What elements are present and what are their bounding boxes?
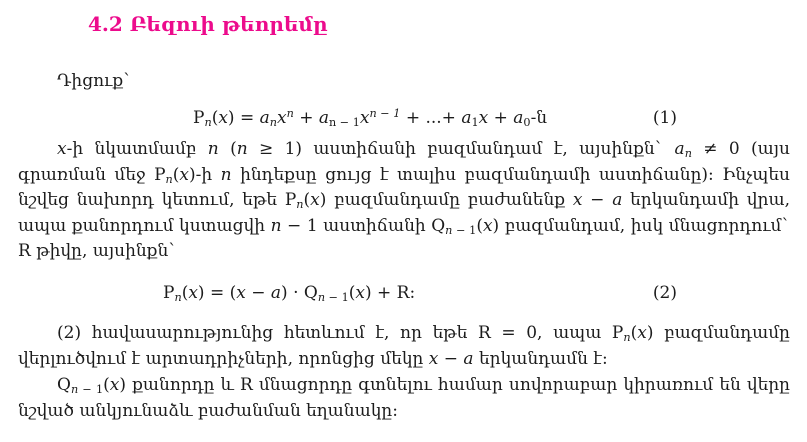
equation-2-number: (2)	[652, 282, 677, 303]
intro-word: Դիցուք`	[57, 71, 132, 91]
paragraph-polynomial-definition: x-ի նկատմամբ n (n ≥ 1) աստիճանի բազմանդամ է, այսինքն` an ≠ 0 (այս գրառման մեջ Pn(x)-ի n ինդեքսը ցույց է տալիս բազմանդամի աստիճանը): Ինչպես նշվեց նախորդ կետում, եթե Pn(x) բազմանդամը բաժանենք x − a երկանդամի վրա, ապա քանորդում կստացվի n − 1 աստիճանի Qn − 1(x) բազմանդամ, իսկ մնացորդում` R թիվը, այսինքն`	[18, 139, 790, 261]
equation-1: Pn(x) = anx$^n$ + an − $1x^{n - 1}$ + ...+ a1x + a0-ն	[193, 106, 548, 129]
section-heading: 4.2 Բեզուի թեորեմը	[88, 12, 328, 36]
equation-1-row	[18, 106, 677, 132]
equation-1-number: (1)	[652, 107, 677, 128]
equation-2-row	[18, 281, 677, 307]
paragraph-division-method: Qn − 1(x) քանորդը և R մնացորդը գտնելու համար սովորաբար կիրառում են վերը նշված անկյունաձև բաժանման եղանակը:	[18, 375, 790, 421]
equation-2: Pn(x) = (x − a) · Qn − 1(x) + R:	[163, 282, 416, 304]
paragraph-factorization-note: (2) հավասարությունից հետևում է, որ եթե R = 0, ապա Pn(x) բազմանդամը վերլուծվում է արտադրիչների, որոնցից մեկը x − a երկանդամն է:	[18, 323, 790, 369]
